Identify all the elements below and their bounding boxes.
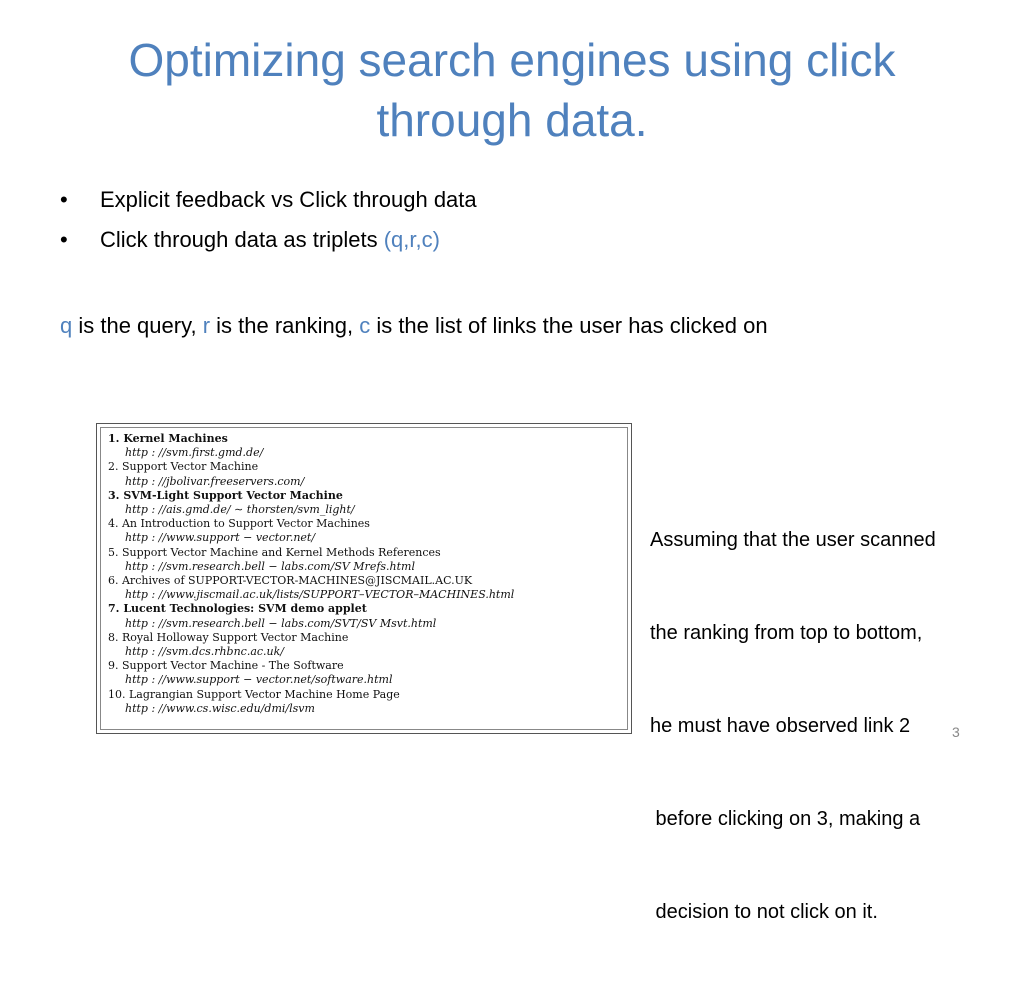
ranking-entry-url: http : //www.support − vector.net/ — [125, 531, 316, 545]
c-description: is the list of links the user has clicked on — [370, 313, 768, 338]
title-line-1: Optimizing search engines using click — [128, 34, 896, 86]
note-line: before clicking on 3, making a — [650, 808, 921, 830]
observation-note — [650, 463, 936, 990]
ranking-entry — [108, 659, 627, 687]
note-line: the ranking from top to bottom, — [650, 622, 923, 644]
bullet-list — [60, 186, 477, 266]
note-line: Assuming that the user scanned — [650, 529, 936, 551]
ranking-entry — [108, 489, 627, 517]
c-symbol: c — [359, 313, 371, 338]
ranking-entry — [108, 517, 627, 545]
r-description: is the ranking, — [210, 313, 360, 338]
ranking-entry-url: http : //jbolivar.freeservers.com/ — [125, 474, 305, 488]
ranking-entry-url: http : //www.support − vector.net/software.html — [125, 673, 393, 687]
ranking-entry-title: 8. Royal Holloway Support Vector Machine — [108, 630, 349, 644]
ranking-entry-title: 5. Support Vector Machine and Kernel Methods References — [108, 545, 441, 559]
triplet-notation: (q,r,c) — [383, 227, 440, 252]
r-symbol: r — [202, 313, 211, 338]
note-line: he must have observed link 2 — [650, 715, 911, 737]
ranking-entry-title: 1. Kernel Machines — [108, 432, 228, 445]
note-line: decision to not click on it. — [650, 901, 878, 923]
ranking-entry-title: 7. Lucent Technologies: SVM demo applet — [108, 602, 367, 616]
ranking-entry — [108, 546, 627, 574]
bullet-item — [60, 226, 477, 254]
ranking-entry-title: 4. An Introduction to Support Vector Machines — [108, 517, 370, 531]
ranking-entry — [108, 631, 627, 659]
ranking-entry-url: http : //www.jiscmail.ac.uk/lists/SUPPORT–VECTOR–MACHINES.html — [125, 588, 515, 602]
bullet-marker: • — [60, 187, 68, 212]
triplet-definition — [60, 312, 768, 340]
ranking-entry-url: http : //svm.dcs.rhbnc.ac.uk/ — [125, 645, 285, 659]
ranking-entry-title: 3. SVM-Light Support Vector Machine — [108, 488, 343, 502]
bullet-text: Click through data as triplets — [100, 227, 384, 252]
q-symbol: q — [60, 313, 73, 338]
ranking-entry — [108, 688, 627, 716]
ranking-entry — [108, 432, 627, 460]
ranking-entry-url: http : //www.cs.wisc.edu/dmi/lsvm — [125, 701, 315, 715]
ranking-entry — [108, 460, 627, 488]
title-line-2: through data. — [376, 94, 648, 146]
ranking-entry-url: http : //ais.gmd.de/ ∼ thorsten/svm_light/ — [125, 503, 355, 517]
bullet-item — [60, 186, 477, 214]
ranking-entry-title: 6. Archives of SUPPORT-VECTOR-MACHINES@JISCMAIL.AC.UK — [108, 574, 473, 588]
bullet-text: Explicit feedback vs Click through data — [100, 187, 477, 212]
page-number: 3 — [952, 724, 960, 740]
ranking-entry-title: 2. Support Vector Machine — [108, 460, 259, 474]
ranking-entry — [108, 574, 627, 602]
ranking-entry — [108, 602, 627, 630]
slide-title — [40, 30, 984, 150]
q-description: is the query, — [72, 313, 203, 338]
ranking-entry-url: http : //svm.research.bell − labs.com/SVT/SV Msvt.html — [125, 616, 437, 630]
bullet-marker: • — [60, 227, 68, 252]
ranking-entry-url: http : //svm.first.gmd.de/ — [125, 446, 264, 460]
ranking-list — [100, 427, 628, 730]
ranking-entry-title: 10. Lagrangian Support Vector Machine Home Page — [108, 687, 400, 701]
ranking-entry-title: 9. Support Vector Machine - The Software — [108, 659, 344, 673]
ranking-figure — [96, 423, 632, 734]
ranking-entry-url: http : //svm.research.bell − labs.com/SV Mrefs.html — [125, 559, 415, 573]
